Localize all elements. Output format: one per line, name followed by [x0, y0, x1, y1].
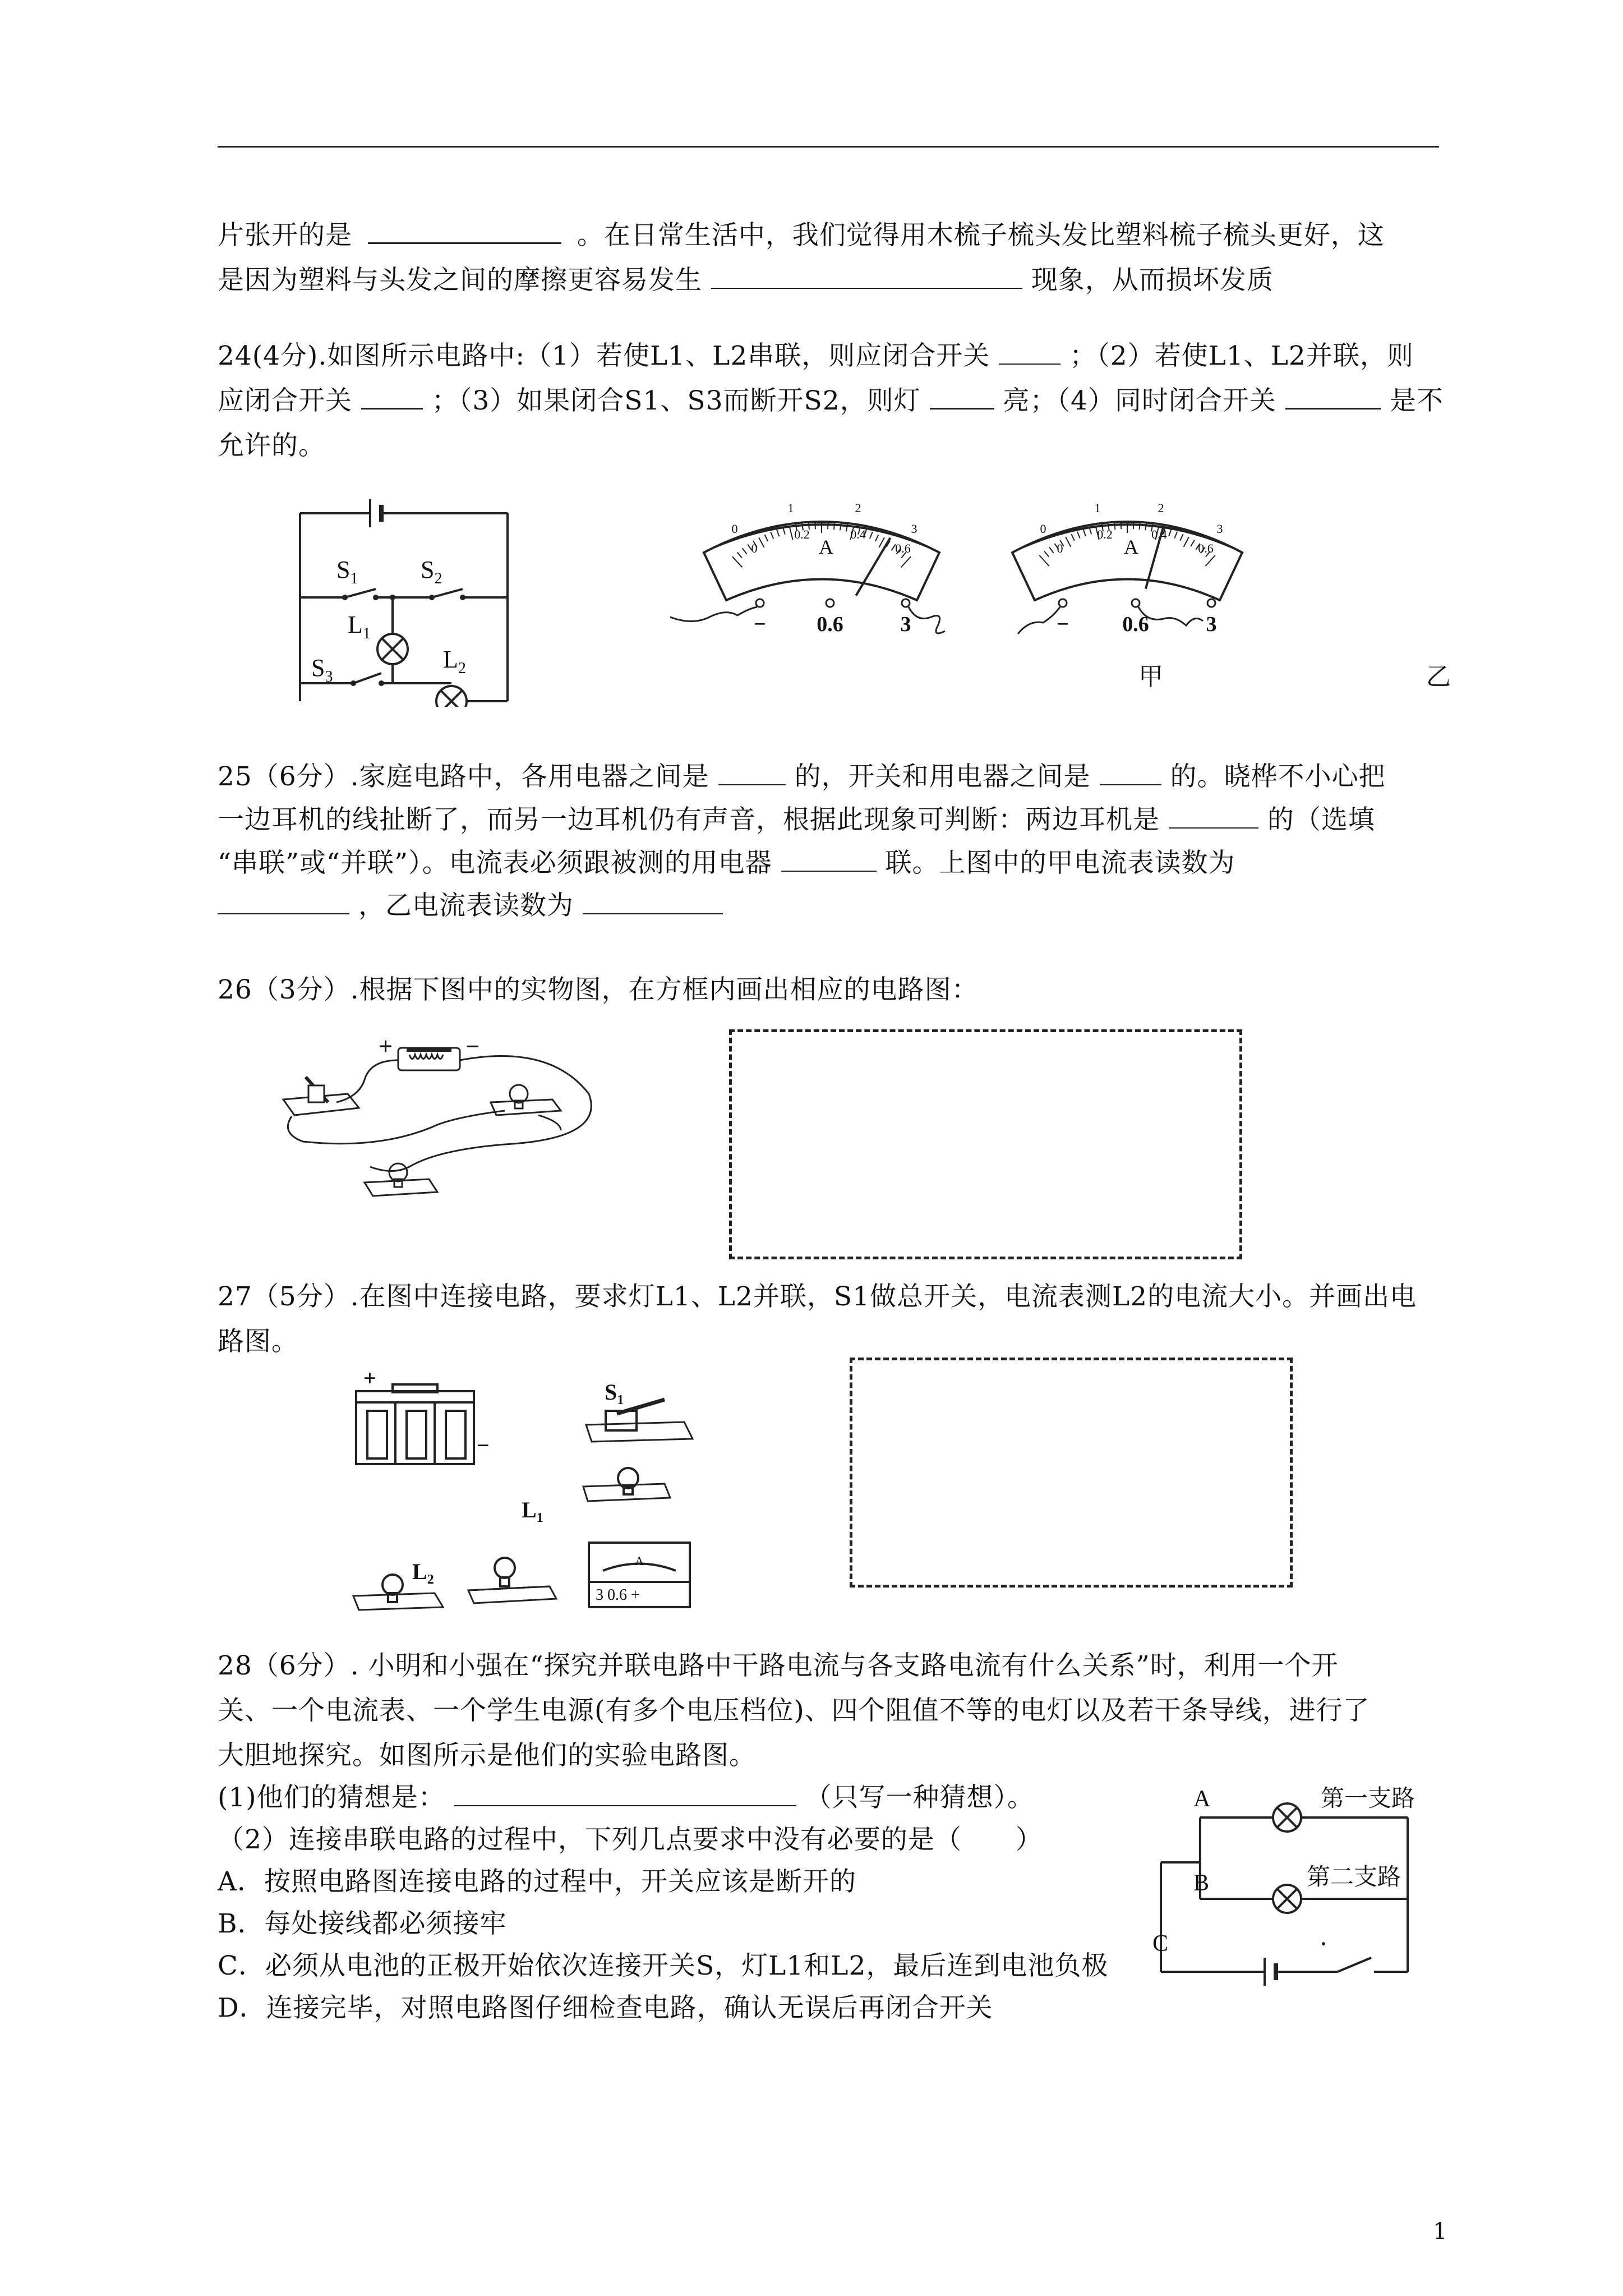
caption-jia: 甲: [1138, 662, 1163, 691]
tick-label: 1: [787, 501, 794, 515]
label-l2: $L_2$: [443, 646, 466, 677]
q28-option-b: B．每处接线都必须接牢: [218, 1908, 507, 1939]
meter-tick: [1169, 530, 1171, 536]
q28-option-c: C．必须从电池的正极开始依次连接开关S，灯L1和L2，最后连到电池负极: [218, 1950, 1109, 1981]
answer-blank[interactable]: [1100, 762, 1161, 785]
q26-answer-box[interactable]: [729, 1029, 1242, 1259]
meter-tick: [901, 556, 911, 567]
tick-label: 0.2: [794, 527, 810, 541]
page-number: 1: [1433, 2219, 1447, 2244]
ammeter-yi: [1001, 468, 1253, 648]
meter-tick: [1133, 522, 1134, 529]
q28-q2: （2）连接串联电路的过程中，下列几点要求中没有必要的是（ ）: [218, 1824, 1043, 1855]
meter-tick: [732, 556, 743, 567]
tick-label: 3: [911, 522, 917, 536]
meter-tick: [1077, 532, 1080, 539]
meter-tick: [737, 552, 742, 558]
answer-blank[interactable]: [368, 220, 561, 244]
tick-label: 0: [731, 522, 738, 536]
q27-line-1: 27（5分）.在图中连接电路，要求灯L1、L2并联，S1做总开关，电流表测L2的电流大小。并画出电: [218, 1281, 1417, 1312]
unit-label: A: [1124, 536, 1138, 558]
meter-tick: [1205, 555, 1215, 566]
label-s1: $S_1$: [605, 1379, 624, 1407]
label-s2: $S_2$: [421, 556, 442, 587]
q28-q1: (1)他们的猜想是： （只写一种猜想）。: [218, 1782, 1034, 1813]
battery-minus: −: [465, 1033, 480, 1060]
q28-line-2: 关、一个电流表、一个学生电源(有多个电压档位)、四个阻值不等的电灯以及若干条导线，进行了: [218, 1695, 1370, 1726]
meter-tick: [1121, 522, 1122, 529]
meter-tick: [789, 526, 792, 540]
label-s1: $S_1$: [336, 556, 358, 587]
meter-tick: [1114, 522, 1115, 530]
unit-label: A: [819, 536, 833, 558]
meter-tick: [1049, 547, 1054, 553]
tick-label: 0: [1057, 541, 1063, 555]
tick-label: 0: [1040, 522, 1046, 536]
meter-tick: [743, 548, 747, 554]
meter-tick: [1184, 537, 1189, 547]
answer-blank[interactable]: [1285, 385, 1381, 409]
answer-blank[interactable]: [361, 385, 423, 409]
q27-line-2: 路图。: [218, 1326, 298, 1357]
ammeter-terminals: 3 0.6 +: [596, 1586, 640, 1604]
battery-minus: −: [477, 1433, 490, 1458]
q25-line-1: 25（6分）.家庭电路中，各用电器之间是 的，开关和用电器之间是 的。晓桦不小心把: [218, 761, 1386, 792]
branch2-label: 第二支路: [1307, 1865, 1401, 1890]
terminal-3: 3: [900, 613, 911, 636]
tick-label: 1: [1094, 501, 1101, 515]
meter-tick: [875, 535, 879, 541]
answer-blank[interactable]: [583, 891, 723, 914]
point-c: C: [1152, 1931, 1169, 1957]
meter-tick: [1039, 555, 1049, 566]
q28-option-a: A．按照电路图连接电路的过程中，开关应该是断开的: [218, 1866, 856, 1897]
answer-blank[interactable]: [454, 1783, 796, 1806]
meter-tick: [777, 530, 779, 536]
answer-blank[interactable]: [930, 385, 994, 409]
meter-tick: [765, 535, 768, 541]
meter-tick: [1071, 534, 1075, 541]
meter-tick: [1180, 534, 1183, 541]
terminal-minus: −: [754, 613, 766, 636]
point-a: A: [1193, 1786, 1211, 1812]
needle: [856, 538, 890, 596]
caption-yi: 乙: [1426, 662, 1451, 691]
q25-line-3: “串联”或“并联”）。电流表必须跟被测的用电器 联。上图中的甲电流表读数为: [218, 848, 1235, 878]
q26-text: 26（3分）.根据下图中的实物图，在方框内画出相应的电路图：: [218, 974, 979, 1005]
battery-plus: +: [379, 1033, 393, 1060]
label-s3: $S_3$: [311, 654, 333, 685]
meter-tick: [870, 532, 873, 539]
terminal-3: 3: [1206, 613, 1217, 636]
q28-line-3: 大胆地探究。如图所示是他们的实验电路图。: [218, 1740, 756, 1771]
tick-label: 0.6: [1198, 541, 1214, 555]
ammeter-unit: A: [635, 1554, 644, 1568]
answer-blank[interactable]: [1169, 805, 1258, 829]
q23-line-2: 是因为塑料与头发之间的摩擦更容易发生 现象，从而损坏发质: [218, 265, 1274, 296]
q25-line-2: 一边耳机的线扯断了，而另一边耳机仍有声音，根据此现象可判断：两边耳机是 的（选填: [218, 804, 1375, 835]
branch1-label: 第一支路: [1321, 1786, 1415, 1812]
q24-circuit-diagram: [292, 488, 527, 707]
meter-tick: [1083, 530, 1085, 536]
meter-tick: [771, 532, 773, 539]
label-l1: $L_1$: [348, 611, 371, 642]
terminal-minus: −: [1057, 613, 1069, 636]
meter-tick: [783, 527, 785, 534]
label-l2: $L_2$: [412, 1559, 434, 1587]
meter-tick: [879, 537, 884, 547]
tick-label: 0.4: [850, 527, 866, 541]
answer-blank[interactable]: [218, 891, 349, 914]
q24-line-3: 允许的。: [218, 430, 325, 461]
tick-label: 2: [855, 501, 861, 515]
q28-option-d: D．连接完毕，对照电路图仔细检查电路，确认无误后再闭合开关: [218, 1993, 993, 2023]
q26-physical-circuit: [269, 1032, 606, 1206]
q27-answer-box[interactable]: [850, 1358, 1293, 1588]
tick-label: 0: [751, 541, 758, 555]
q28-line-1: 28（6分）. 小明和小强在“探究并联电路中干路电流与各支路电流有什么关系”时，利用一个开: [218, 1650, 1339, 1681]
meter-tick: [1174, 532, 1177, 539]
meter-tick: [1066, 537, 1071, 547]
q23-line-1: 片张开的是 。在日常生活中，我们觉得用木梳子梳头发比塑料梳子梳头更好，这: [218, 220, 1385, 251]
point-b: B: [1193, 1870, 1210, 1896]
tick-label: 0.2: [1097, 527, 1113, 541]
meter-tick: [1044, 551, 1049, 556]
ammeter-jia: [670, 468, 973, 648]
answer-blank[interactable]: [781, 848, 877, 872]
tick-label: 3: [1216, 522, 1223, 536]
q25-line-4: ，乙电流表读数为: [218, 889, 723, 923]
terminal-0-6: 0.6: [1122, 613, 1149, 636]
battery-plus: +: [363, 1369, 376, 1391]
q27-physical-components: [336, 1369, 729, 1616]
terminal-0-6: 0.6: [817, 613, 843, 636]
label-l1: $L_1$: [522, 1497, 543, 1525]
answer-blank[interactable]: [718, 762, 786, 785]
tick-label: 0.6: [895, 541, 911, 555]
tick-label: 0.4: [1151, 527, 1167, 541]
q28-parallel-circuit-diagram: [1144, 1778, 1441, 1991]
q24-line-2: 应闭合开关 ；（3）如果闭合S1、S3而断开S2，则灯 亮；（4）同时闭合开关 是不: [218, 385, 1444, 416]
tick-label: 2: [1158, 501, 1164, 515]
header-rule: [218, 146, 1439, 148]
answer-blank[interactable]: [999, 341, 1061, 365]
meter-tick: [1191, 540, 1195, 546]
q24-line-1: 24(4分).如图所示电路中:（1）若使L1、L2串联，则应闭合开关 ；（2）若使L1、L2并联，则: [218, 341, 1414, 371]
answer-blank[interactable]: [711, 265, 1022, 289]
meter-tick: [759, 537, 764, 547]
